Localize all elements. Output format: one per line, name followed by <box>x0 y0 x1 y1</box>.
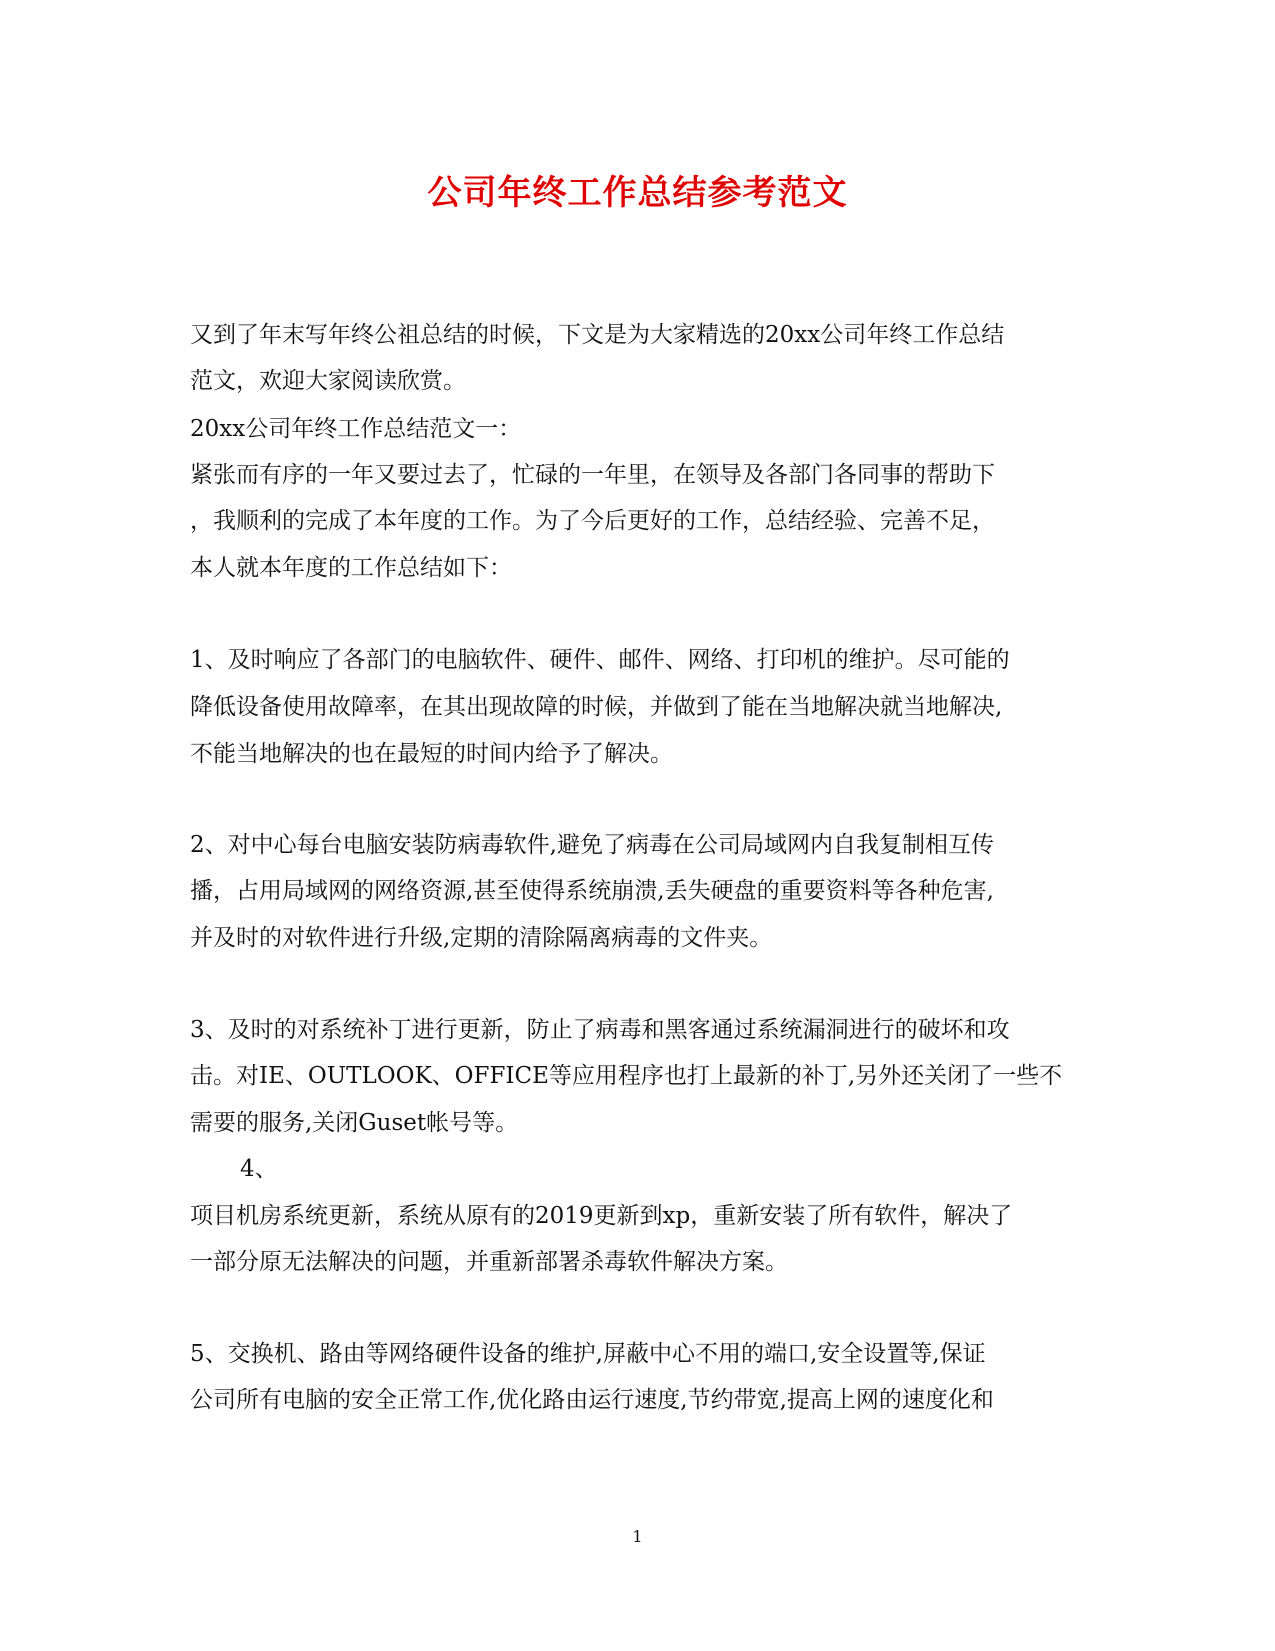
paragraph-line: 不能当地解决的也在最短的时间内给予了解决。 <box>190 741 673 767</box>
paragraph-line: 需要的服务,关闭Guset帐号等。 <box>190 1110 519 1136</box>
paragraph-line: 又到了年末写年终公祖总结的时候，下文是为大家精选的20xx公司年终工作总结 <box>190 322 1005 348</box>
paragraph-line: 1、及时响应了各部门的电脑软件、硬件、邮件、网络、打印机的维护。尽可能的 <box>190 647 1010 673</box>
paragraph-line: 紧张而有序的一年又要过去了，忙碌的一年里，在领导及各部门各同事的帮助下 <box>190 462 995 488</box>
page-number: 1 <box>632 1527 643 1546</box>
paragraph-line: 降低设备使用故障率，在其出现故障的时候，并做到了能在当地解决就当地解决, <box>190 694 1003 720</box>
paragraph-line: 范文，欢迎大家阅读欣赏。 <box>190 368 466 394</box>
paragraph-line: 3、及时的对系统补丁进行更新，防止了病毒和黑客通过系统漏洞进行的破坏和攻 <box>190 1017 1010 1043</box>
paragraph-line: 5、交换机、路由等网络硬件设备的维护,屏蔽中心不用的端口,安全设置等,保证 <box>190 1341 986 1367</box>
paragraph-line: 本人就本年度的工作总结如下： <box>190 555 512 581</box>
paragraph-line: 4、 <box>240 1156 278 1182</box>
paragraph-line: 并及时的对软件进行升级,定期的清除隔离病毒的文件夹。 <box>190 925 773 951</box>
paragraph-line: 20xx公司年终工作总结范文一： <box>190 416 522 442</box>
document-title: 公司年终工作总结参考范文 <box>427 173 848 213</box>
paragraph-line: ，我顺利的完成了本年度的工作。为了今后更好的工作，总结经验、完善不足， <box>190 508 995 534</box>
paragraph-line: 一部分原无法解决的问题，并重新部署杀毒软件解决方案。 <box>190 1249 788 1275</box>
paragraph-line: 击。对IE、OUTLOOK、OFFICE等应用程序也打上最新的补丁,另外还关闭了一些不 <box>190 1063 1063 1089</box>
paragraph-line: 2、对中心每台电脑安装防病毒软件,避免了病毒在公司局域网内自我复制相互传 <box>190 832 994 858</box>
paragraph-line: 公司所有电脑的安全正常工作,优化路由运行速度,节约带宽,提高上网的速度化和 <box>190 1387 994 1413</box>
paragraph-line: 项目机房系统更新，系统从原有的2019更新到xp，重新安装了所有软件，解决了 <box>190 1203 1013 1229</box>
paragraph-line: 播，占用局域网的网络资源,甚至使得系统崩溃,丢失硬盘的重要资料等各种危害, <box>190 878 994 904</box>
